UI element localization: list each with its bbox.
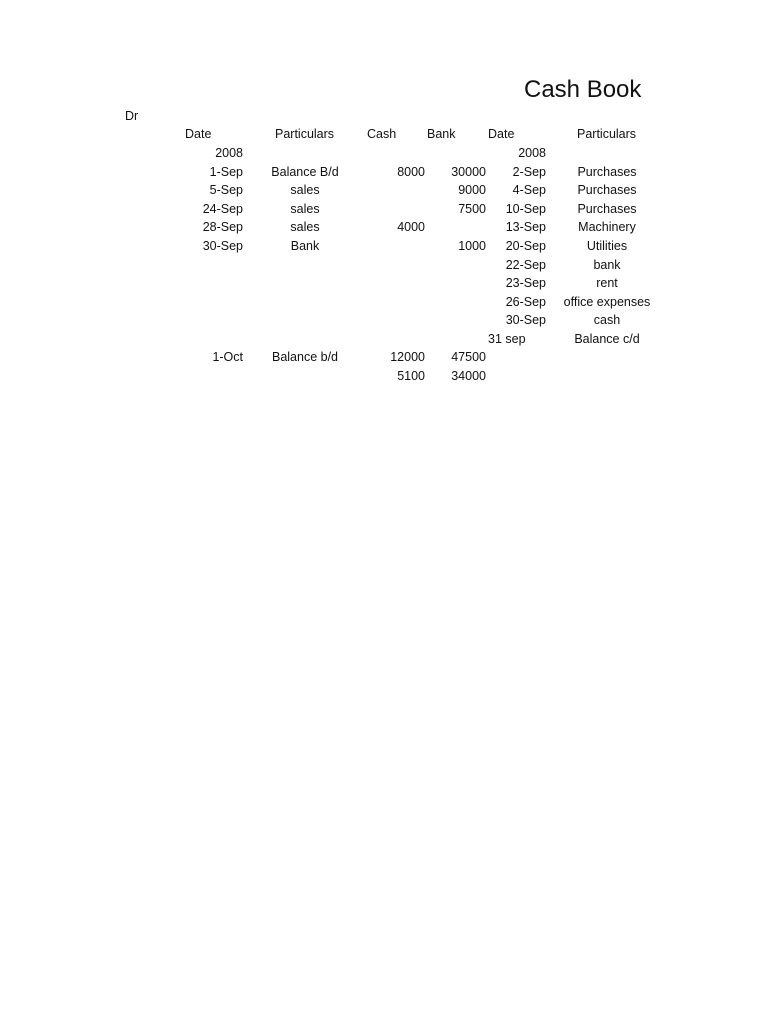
credit-particulars: Balance c/d — [574, 332, 640, 346]
debit-particulars: sales — [290, 201, 320, 216]
credit-particulars: Machinery — [578, 220, 636, 235]
credit-date: 13-Sep — [505, 220, 546, 235]
debit-date: 30-Sep — [202, 239, 243, 253]
debit-date: 1-Sep — [209, 164, 243, 179]
debit-particulars: Bank — [290, 239, 320, 253]
debit-bank: 9000 — [458, 183, 486, 198]
header-dr-cash: Cash — [367, 127, 397, 141]
header-dr-bank: Bank — [427, 127, 456, 141]
credit-particulars: cash — [593, 313, 621, 328]
header-dr-particulars: Particulars — [275, 127, 335, 141]
debit-date: 28-Sep — [202, 220, 243, 235]
header-cr-date: Date — [488, 127, 515, 141]
credit-date: 23-Sep — [505, 276, 546, 291]
credit-particulars: rent — [596, 276, 618, 291]
credit-date: 2-Sep — [512, 164, 546, 179]
header-cr-particulars: Particulars — [577, 127, 637, 141]
closing-particulars: Balance b/d — [271, 350, 339, 364]
debit-cash: 8000 — [397, 164, 425, 179]
credit-particulars: bank — [593, 257, 621, 272]
page-title: Cash Book — [524, 76, 642, 103]
debit-bank: 1000 — [458, 239, 486, 253]
credit-particulars: office expenses — [563, 294, 651, 309]
credit-particulars: Utilities — [586, 239, 628, 253]
credit-particulars: Purchases — [577, 201, 637, 216]
header-dr-date: Date — [185, 127, 212, 141]
debit-particulars: Balance B/d — [271, 164, 339, 179]
closing-bank: 47500 — [451, 350, 486, 364]
credit-date: 20-Sep — [505, 239, 546, 253]
credit-date: 2008 — [518, 146, 546, 160]
credit-date: 31 sep — [488, 332, 526, 346]
credit-date: 30-Sep — [505, 313, 546, 328]
credit-date: 22-Sep — [505, 257, 546, 272]
debit-date: 5-Sep — [209, 183, 243, 198]
debit-cash: 4000 — [397, 220, 425, 235]
total-cash: 5100 — [397, 369, 425, 383]
debit-bank: 7500 — [458, 201, 486, 216]
total-bank: 34000 — [451, 369, 486, 383]
debit-date: 2008 — [215, 146, 243, 160]
debit-date: 24-Sep — [202, 201, 243, 216]
debit-particulars: sales — [290, 220, 320, 235]
closing-date: 1-Oct — [212, 350, 243, 364]
credit-date: 26-Sep — [505, 294, 546, 309]
debit-particulars: sales — [290, 183, 320, 198]
debit-bank: 30000 — [451, 164, 486, 179]
credit-date: 10-Sep — [505, 201, 546, 216]
dr-label: Dr — [125, 109, 139, 123]
credit-particulars: Purchases — [577, 164, 637, 179]
credit-date: 4-Sep — [512, 183, 546, 198]
credit-particulars: Purchases — [577, 183, 637, 198]
closing-cash: 12000 — [390, 350, 425, 364]
